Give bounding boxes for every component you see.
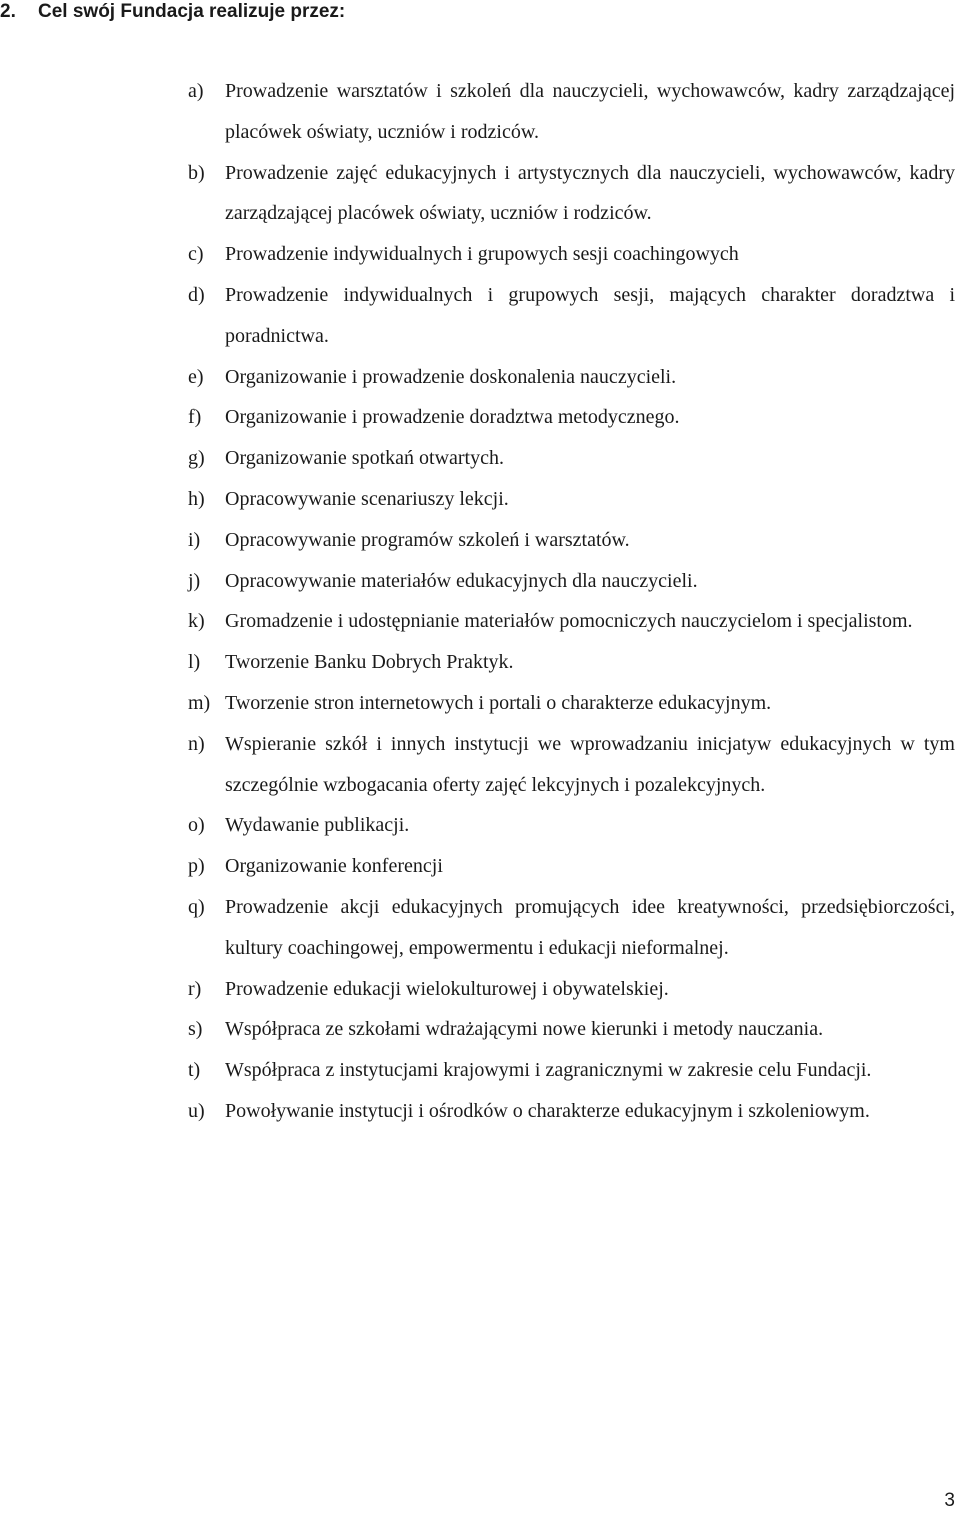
list-item-letter: r) [188,977,202,1000]
list-item-text: Współpraca z instytucjami krajowymi i zagranicznymi w zakresie celu Fundacji. [225,1059,872,1082]
list-item-letter: f) [188,406,202,429]
list-item [188,397,955,438]
list-item-letter: i) [188,528,201,551]
list-item-text: Prowadzenie indywidualnych i grupowych sesji, mających charakter doradztwa i poradnictwa. [225,283,955,347]
list-item-text: Organizowanie spotkań otwartych. [225,447,504,470]
list-item-text: Opracowywanie scenariuszy lekcji. [225,487,509,510]
list-item-letter: p) [188,855,205,878]
list-item [188,601,955,642]
list-item-letter: b) [188,161,205,184]
list-item-text: Tworzenie stron internetowych i portali o charakterze edukacyjnym. [225,691,772,714]
list-item [188,520,955,561]
page-number: 3 [944,1490,955,1511]
list-item-letter: u) [188,1099,205,1122]
list-item-letter: c) [188,243,204,266]
list-item-text: Organizowanie i prowadzenie doskonalenia nauczycieli. [225,365,677,388]
list-item-letter: g) [188,447,205,470]
list-item [188,357,955,398]
list-item-text: Wydawanie publikacji. [225,814,410,837]
list-item [188,846,955,887]
section-heading [0,0,345,24]
list-item [188,969,955,1010]
section-title: Cel swój Fundacja realizuje przez: [38,1,346,22]
list-item-text: Współpraca ze szkołami wdrażającymi nowe kierunki i metody nauczania. [225,1018,824,1041]
list-item-text: Opracowywanie materiałów edukacyjnych dla nauczycieli. [225,569,698,592]
list-item [188,642,955,683]
list-item [188,71,955,153]
list-item-letter: n) [188,732,205,755]
list-item-text: Prowadzenie warsztatów i szkoleń dla nauczycieli, wychowawców, kadry zarządzającej placówek oświaty, uczniów i rodziców. [225,80,955,143]
list-item [188,153,955,235]
list-item [188,479,955,520]
list-item-text: Prowadzenie edukacji wielokulturowej i obywatelskiej. [225,977,669,1000]
list-item-letter: m) [188,691,211,714]
list-item-letter: k) [188,610,205,633]
list-item-text: Organizowanie konferencji [225,855,443,878]
section-number: 2. [0,1,16,22]
list-item-letter: o) [188,814,205,837]
list-item [188,805,955,846]
list-item [188,1091,955,1132]
list-item-letter: l) [188,651,201,674]
list-item-letter: q) [188,895,205,918]
list-item [188,438,955,479]
list-item-letter: t) [188,1059,201,1082]
list-item [188,275,955,357]
list-item-text: Wspieranie szkół i innych instytucji we wprowadzaniu inicjatyw edukacyjnych w tym szczególnie wzbogacania oferty zajęć lekcyjnych i pozalekcyjnych. [225,732,955,796]
list-item-text: Opracowywanie programów szkoleń i warsztatów. [225,528,630,551]
list-item-letter: a) [188,80,204,102]
list-item [188,234,955,275]
list-item-letter: d) [188,283,205,306]
list-item [188,561,955,602]
list-item-letter: h) [188,487,205,510]
list-item [188,683,955,724]
list-item-text: Powoływanie instytucji i ośrodków o charakterze edukacyjnym i szkoleniowym. [225,1099,870,1122]
list-item [188,724,955,806]
list-item-text: Prowadzenie akcji edukacyjnych promujących idee kreatywności, przedsiębiorczości, kultury coachingowej, empowermentu i edukacji nieformalnej. [225,895,955,959]
list-item-text: Prowadzenie indywidualnych i grupowych sesji coachingowych [225,243,739,266]
list-item-text: Gromadzenie i udostępnianie materiałów pomocniczych nauczycielom i specjalistom. [225,610,913,633]
list-item [188,1050,955,1091]
list-item-letter: s) [188,1018,203,1041]
list-item-text: Prowadzenie zajęć edukacyjnych i artystycznych dla nauczycieli, wychowawców, kadry zarządzającej placówek oświaty, uczniów i rodziców. [225,161,955,225]
list-item [188,887,955,969]
goals-list [188,71,955,1132]
list-item-letter: j) [188,569,201,592]
list-item-text: Tworzenie Banku Dobrych Praktyk. [225,651,514,674]
list-item [188,1009,955,1050]
list-item-text: Organizowanie i prowadzenie doradztwa metodycznego. [225,406,680,429]
list-item-letter: e) [188,365,204,388]
